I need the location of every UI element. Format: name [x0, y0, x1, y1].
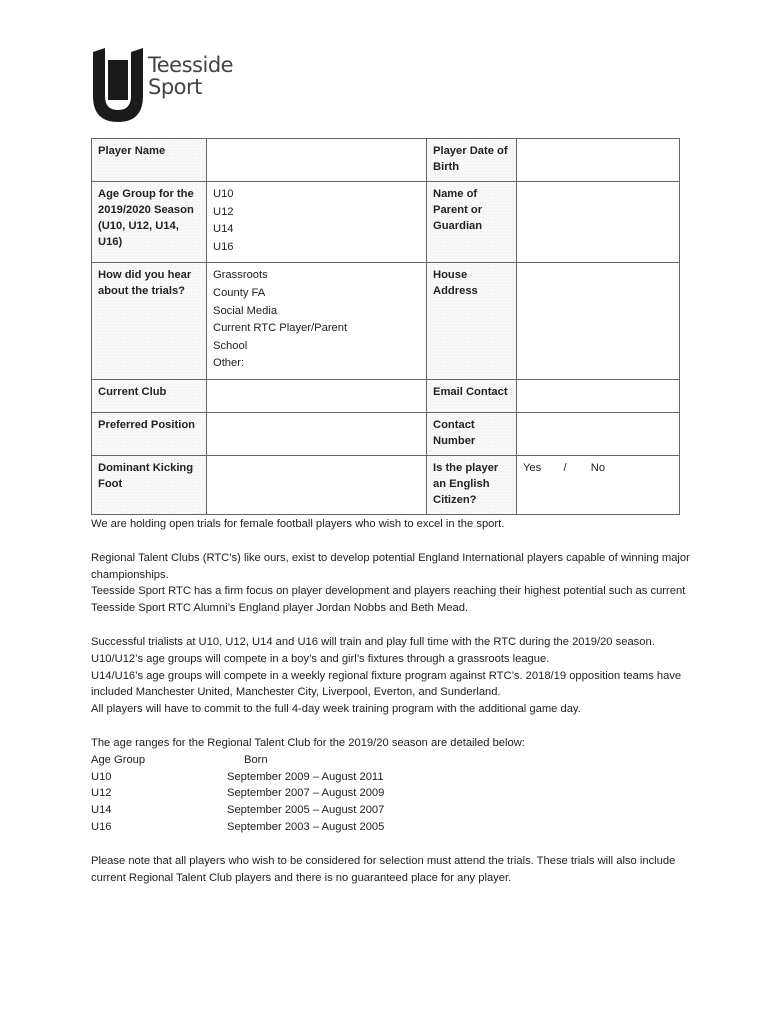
kicking-foot-label: Dominant Kicking Foot: [92, 455, 207, 514]
form-row: [92, 455, 680, 514]
citizen-no-option[interactable]: No: [590, 461, 606, 474]
house-address-field[interactable]: [517, 263, 680, 380]
option-social-media[interactable]: Social Media: [213, 304, 278, 317]
citizen-yes-option[interactable]: Yes: [523, 461, 542, 474]
born-range-cell: September 2005 – August 2007: [227, 804, 385, 817]
preferred-position-label: Preferred Position: [92, 412, 207, 455]
heard-about-options[interactable]: [207, 263, 427, 380]
player-name-field[interactable]: [207, 139, 427, 182]
player-dob-label: Player Date of Birth: [427, 139, 517, 182]
english-citizen-field[interactable]: [517, 455, 680, 514]
age-group-options[interactable]: [207, 182, 427, 263]
contact-number-field[interactable]: [517, 412, 680, 455]
paragraph-trials-note: Please note that all players who wish to be considered for selection must attend the trials. These trials will also include current Regional Talent Club players and there is no guaranteed place for any player.: [91, 854, 676, 884]
house-address-label: House Address: [427, 263, 517, 380]
contact-number-label: Contact Number: [427, 412, 517, 455]
age-range-row: [91, 819, 691, 836]
player-name-label: Player Name: [92, 139, 207, 182]
kicking-foot-field[interactable]: [207, 455, 427, 514]
paragraph-commitment: All players will have to commit to the full 4-day week training program with the additional game day.: [91, 703, 581, 716]
born-range-cell: September 2003 – August 2005: [227, 820, 385, 833]
age-group-cell: U16: [91, 820, 112, 833]
age-range-row: [91, 769, 691, 786]
form-row: [92, 263, 680, 380]
option-u12[interactable]: U12: [213, 205, 234, 218]
preferred-position-field[interactable]: [207, 412, 427, 455]
information-text: [91, 516, 691, 886]
age-group-cell: U12: [91, 787, 112, 800]
age-ranges-list: [91, 752, 691, 836]
option-grassroots[interactable]: Grassroots: [213, 269, 268, 282]
heard-about-label: How did you hear about the trials?: [92, 263, 207, 380]
age-group-label: Age Group for the 2019/2020 Season (U10, U12, U14, U16): [92, 182, 207, 263]
option-current-rtc[interactable]: Current RTC Player/Parent: [213, 322, 348, 335]
citizen-slash: /: [563, 461, 567, 474]
form-row: [92, 379, 680, 412]
teesside-sport-logo: [90, 48, 234, 124]
logo-u-icon: [90, 48, 146, 124]
logo-line-teesside: Teesside: [148, 53, 234, 77]
form-row: [92, 139, 680, 182]
current-club-label: Current Club: [92, 379, 207, 412]
option-u10[interactable]: U10: [213, 188, 234, 200]
paragraph-u14-u16: U14/U16’s age groups will compete in a weekly regional fixture program against RTC’s. 2018/19 opposition teams have included Manchester United, Manchester City, Liverpool, Everton, and Sunderland.: [91, 669, 682, 699]
parent-guardian-label: Name of Parent or Guardian: [427, 182, 517, 263]
parent-guardian-field[interactable]: [517, 182, 680, 263]
email-contact-label: Email Contact: [427, 379, 517, 412]
paragraph-u10-u12: U10/U12’s age groups will compete in a boy’s and girl’s fixtures through a grassroots league.: [91, 652, 550, 665]
paragraph-open-trials: We are holding open trials for female football players who wish to excel in the sport.: [91, 518, 505, 530]
option-county-fa[interactable]: County FA: [213, 286, 266, 299]
current-club-field[interactable]: [207, 379, 427, 412]
age-group-cell: U10: [91, 770, 112, 783]
born-range-cell: September 2009 – August 2011: [227, 770, 384, 783]
paragraph-successful-trialists: Successful trialists at U10, U12, U14 and U16 will train and play full time with the RTC during the 2019/20 season.: [91, 635, 655, 648]
option-u14[interactable]: U14: [213, 223, 234, 236]
age-range-row: [91, 785, 691, 802]
option-u16[interactable]: U16: [213, 240, 234, 253]
paragraph-rtc-purpose: Regional Talent Clubs (RTC’s) like ours, exist to develop potential England International players capable of winning major championships.: [91, 551, 690, 581]
age-range-row: [91, 802, 691, 819]
age-group-cell: U14: [91, 804, 112, 817]
email-contact-field[interactable]: [517, 379, 680, 412]
player-dob-field[interactable]: [517, 139, 680, 182]
player-form-table: [91, 138, 680, 515]
english-citizen-label: Is the player an English Citizen?: [427, 455, 517, 514]
form-row: [92, 182, 680, 263]
form-row: [92, 412, 680, 455]
option-other[interactable]: Other:: [213, 357, 245, 370]
born-range-cell: September 2007 – August 2009: [227, 787, 385, 800]
logo-line-sport: Sport: [148, 75, 202, 99]
age-group-heading: Age Group: [91, 753, 146, 766]
paragraph-age-ranges-intro: The age ranges for the Regional Talent Club for the 2019/20 season are detailed below:: [91, 736, 525, 749]
born-heading: Born: [244, 753, 268, 766]
option-school[interactable]: School: [213, 339, 248, 352]
age-ranges-header: [91, 752, 691, 769]
paragraph-player-development: Teesside Sport RTC has a firm focus on player development and players reaching their highest potential such as current Teesside Sport RTC Alumni’s England player Jordan Nobbs and Beth Mead.: [91, 585, 686, 615]
